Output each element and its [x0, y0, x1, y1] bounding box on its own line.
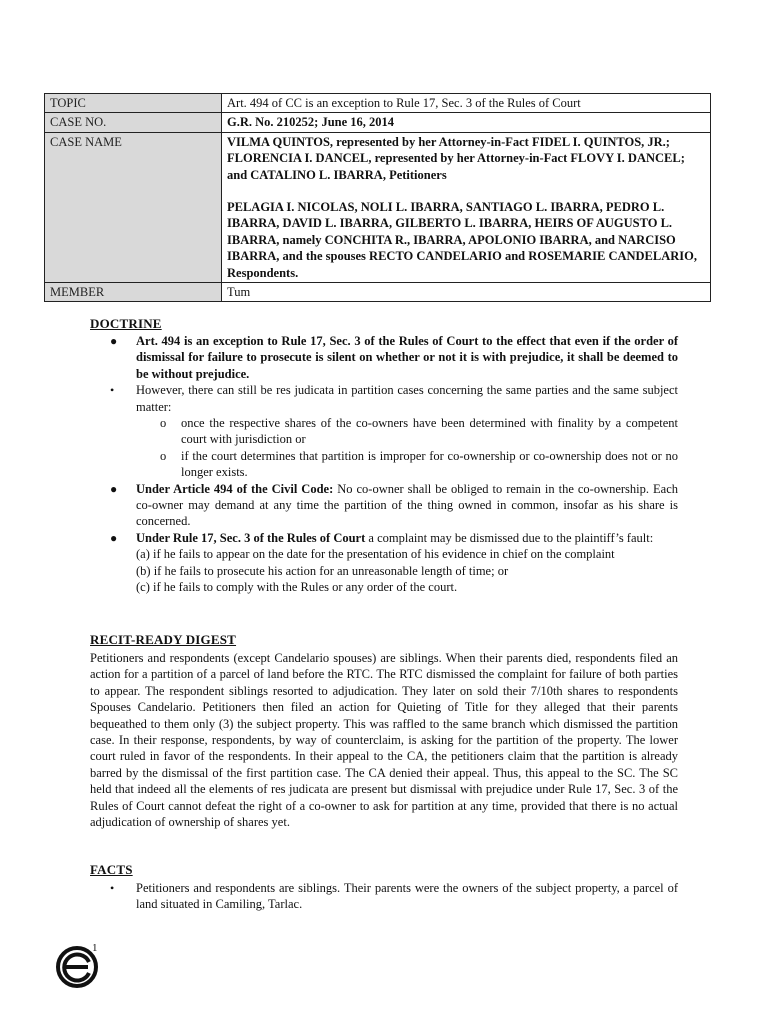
- doctrine-bullet-4-lead: Under Rule 17, Sec. 3 of the Rules of Court: [136, 530, 366, 545]
- doctrine-bullet-4: [136, 530, 678, 546]
- doctrine-heading: DOCTRINE: [90, 316, 162, 331]
- digest-heading: RECIT-READY DIGEST: [90, 632, 237, 647]
- table-row: [45, 283, 711, 302]
- case-name-respondents: PELAGIA I. NICOLAS, NOLI L. IBARRA, SANTIAGO L. IBARRA, PEDRO L. IBARRA, DAVID L. IBARRA, GILBERTO L. IBARRA, HEIRS OF AUGUSTO L. IBARRA, namely CONCHITA R., IBARRA, APOLONIO IBARRA, and NARCISO IBARRA, and the spouses RECTO CANDELARIO and ROSEMARIE CANDELARIO, Respondents.: [227, 200, 697, 280]
- case-name-label: CASE NAME: [45, 132, 222, 282]
- doctrine-sublist: [136, 415, 678, 481]
- list-item: [90, 481, 678, 530]
- bullet-icon: ●: [110, 334, 118, 348]
- case-name-value: [222, 132, 711, 282]
- rule-item-c: (c) if he fails to comply with the Rules or any order of the court.: [136, 580, 458, 595]
- doctrine-sub-2: if the court determines that partition is improper for co-ownership or co-ownership does not or no longer exists.: [181, 448, 678, 480]
- bullet-icon: •: [110, 881, 115, 895]
- topic-value: Art. 494 of CC is an exception to Rule 17, Sec. 3 of the Rules of Court: [222, 94, 711, 113]
- doctrine-bullet-1: Art. 494 is an exception to Rule 17, Sec. 3 of the Rules of Court to the effect that even if the order of dismissal for failure to prosecute is silent on whether or not it is with prejudice, it shall be deemed to be without prejudice.: [136, 334, 678, 381]
- doctrine-sub-1: once the respective shares of the co-owners have been determined with finality by a competent court with jurisdiction or: [181, 416, 678, 447]
- rule-item-a: (a) if he fails to appear on the date for the presentation of his evidence in chief on the complaint: [136, 547, 615, 562]
- member-value: Tum: [222, 283, 711, 302]
- circle-bullet-icon: o: [160, 448, 167, 463]
- member-label: MEMBER: [45, 283, 222, 302]
- doctrine-bullet-3-body: No co-owner shall be obliged to remain in the co-ownership. Each co-owner may demand at any time the partition of the thing owned in common, insofar as his share is concerned.: [136, 481, 678, 529]
- digest-paragraph: Petitioners and respondents (except Candelario spouses) are siblings. When their parents died, respondents filed an action for a partition of a parcel of land before the RTC. The RTC dismissed the complaint for failure of both parties to appear. The respondent siblings resorted to adjudication. They later on sold their 7/10th shares to respondents Spouses Candelario. Petitioners then filed an action for Quieting of Title for they alleged that their parents bequeathed to them only (3) the subject property. This was raffled to the same branch which dismissed the partition case. In their response, respondents, by way of counterclaim, is asking for the partition of the property. The lower court ruled in favor of the respondents. In their appeal to the CA, the petitioners claim that the partition is already barred by the dismissal of the first partition case. The CA denied their appeal. Thus, this appeal to the SC. The SC held that indeed all the elements of res judicata are present but dismissal with prejudice under Rule 17, Sec. 3 of the Rules of Court cannot defeat the right of a co-owner to ask for partition at any time, provided that there is no actual adjudication of ownership of shares yet.: [90, 651, 678, 830]
- bullet-icon: •: [110, 383, 115, 398]
- case-no-value: G.R. No. 210252; June 16, 2014: [222, 113, 711, 132]
- rule-item-b: (b) if he fails to prosecute his action for an unreasonable length of time; or: [136, 563, 509, 578]
- facts-heading: FACTS: [90, 862, 133, 877]
- case-info-table: [44, 93, 711, 302]
- list-item: [90, 530, 678, 596]
- facts-section: [90, 880, 678, 913]
- table-row: [45, 94, 711, 113]
- table-row: [45, 113, 711, 132]
- doctrine-bullet-3: [136, 481, 678, 530]
- case-no-label: CASE NO.: [45, 113, 222, 132]
- facts-list: [90, 880, 678, 913]
- doctrine-section: [90, 333, 678, 596]
- list-item: [90, 382, 678, 480]
- topic-label: TOPIC: [45, 94, 222, 113]
- circle-bullet-icon: o: [160, 416, 167, 431]
- list-item: [136, 415, 678, 448]
- page-number: 1: [92, 942, 98, 954]
- doctrine-bullet-2: However, there can still be res judicata in partition cases concerning the same parties and the same subject matter:: [136, 383, 678, 414]
- table-row: [45, 132, 711, 282]
- list-item: [90, 880, 678, 913]
- bullet-icon: ●: [110, 530, 118, 545]
- case-name-petitioners: VILMA QUINTOS, represented by her Attorney-in-Fact FIDEL I. QUINTOS, JR.; FLORENCIA I. DANCEL, represented by her Attorney-in-Fact FLOVY I. DANCEL; and CATALINO L. IBARRA, Petitioners: [227, 134, 685, 182]
- list-item: [90, 333, 678, 382]
- facts-bullet-1: Petitioners and respondents are siblings. Their parents were the owners of the subject property, a parcel of land situated in Camiling, Tarlac.: [136, 881, 678, 912]
- bullet-icon: ●: [110, 481, 118, 496]
- list-item: [136, 448, 678, 481]
- doctrine-bullet-3-lead: Under Article 494 of the Civil Code:: [136, 481, 334, 496]
- doctrine-list: [90, 333, 678, 596]
- doctrine-bullet-4-body: a complaint may be dismissed due to the plaintiff’s fault:: [365, 530, 654, 545]
- spacer: [227, 183, 705, 199]
